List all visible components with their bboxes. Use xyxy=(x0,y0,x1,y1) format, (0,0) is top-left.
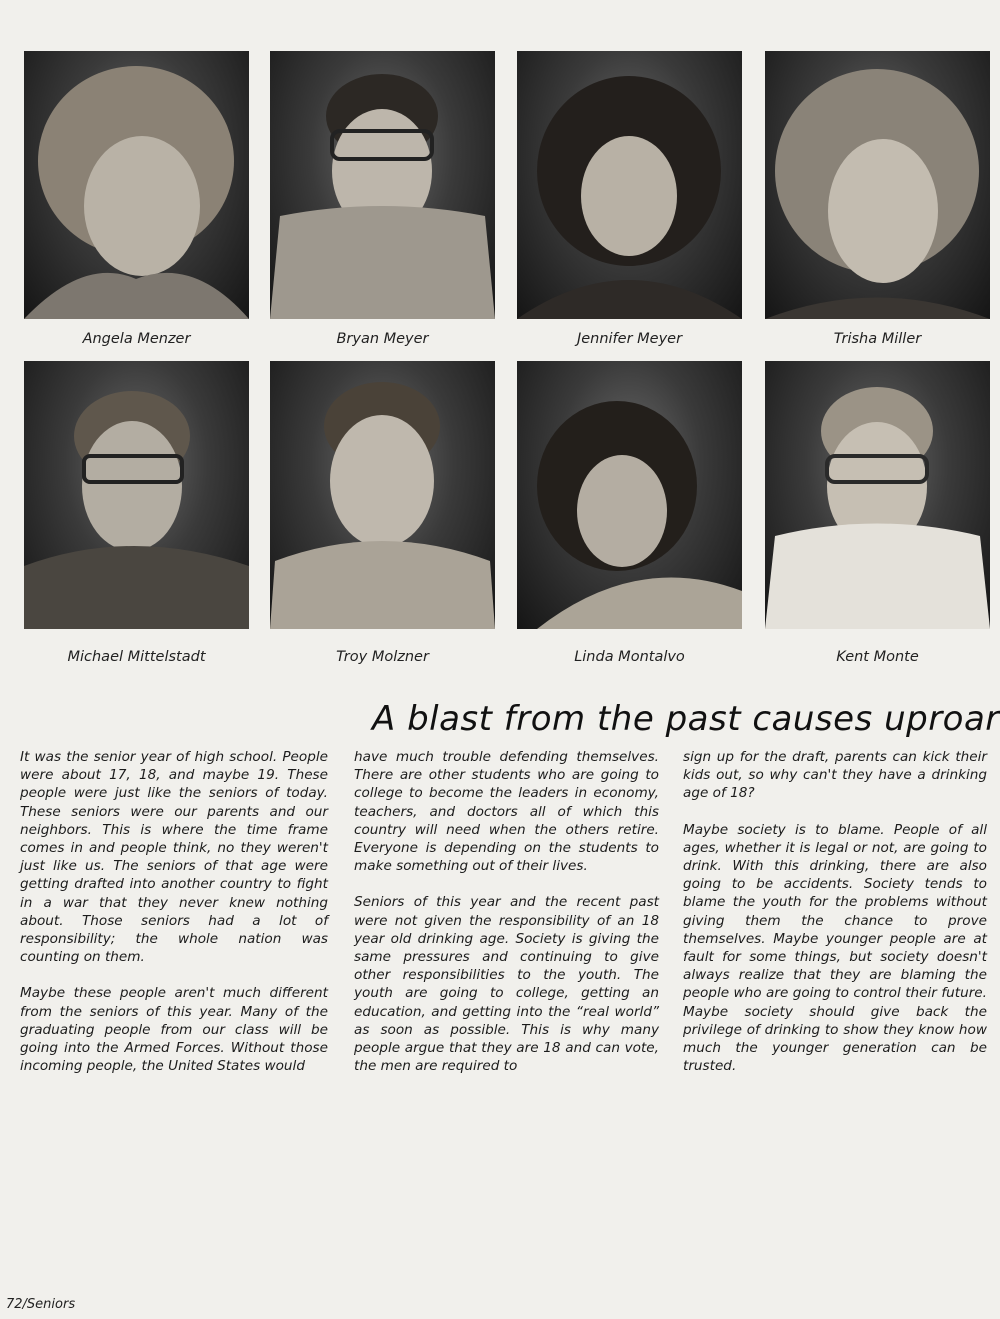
article-column-2 xyxy=(354,748,659,1093)
article-column-3 xyxy=(683,748,987,1093)
article-paragraph: It was the senior year of high school. People were about 17, 18, and maybe 19. These people were just like the seniors of today. These seniors were our parents and our neighbors. This is where the time frame comes in and people think, no they weren't just like us. The seniors of that age were getting drafted into another country to fight in a war that they never knew nothing about. Those seniors had a lot of responsibility; the whole nation was counting on them. xyxy=(20,749,328,966)
page-folio: 72/Seniors xyxy=(6,1297,76,1312)
article-paragraph: have much trouble defending themselves. There are other students who are going to college to become the leaders in economy, teachers, and doctors all of which this country will need when the others retire. Everyone is depending on the students to make something out of their lives. xyxy=(354,749,659,875)
article-paragraph: Maybe these people aren't much different from the seniors of this year. Many of the graduating people from our class will be going into the Armed Forces. Without those incoming people, the United States would xyxy=(20,985,328,1075)
portrait-photo-trisha-miller xyxy=(765,51,990,319)
portrait-caption: Linda Montalvo xyxy=(574,649,685,665)
portrait-caption: Troy Molzner xyxy=(336,649,429,665)
portrait-photo-bryan-meyer xyxy=(270,51,495,319)
portrait-caption: Michael Mittelstadt xyxy=(67,649,206,665)
portrait-caption: Angela Menzer xyxy=(82,331,191,347)
portrait-photo-troy-molzner xyxy=(270,361,495,629)
portrait-photo-linda-montalvo xyxy=(517,361,742,629)
portrait-caption: Trisha Miller xyxy=(833,331,922,347)
article-paragraph: sign up for the draft, parents can kick their kids out, so why can't they have a drinking age of 18? xyxy=(683,749,987,802)
article-column-1 xyxy=(20,748,328,1093)
portrait-photo-michael-mittelstadt xyxy=(24,361,249,629)
portrait-caption: Jennifer Meyer xyxy=(576,331,683,347)
portrait-photo-angela-menzer xyxy=(24,51,249,319)
portrait-photo-jennifer-meyer xyxy=(517,51,742,319)
article-paragraph: Maybe society is to blame. People of all ages, whether it is legal or not, are going to drink. With this drinking, there are also going to be accidents. Society tends to blame the youth for the problems without giving them the chance to prove themselves. Maybe younger people are at fault for some things, but society doesn't always realize that they are blaming the people who are going to control their future. Maybe society should give back the privilege of drinking to show they know how much the younger generation can be trusted. xyxy=(683,821,987,1075)
portrait-photo-kent-monte xyxy=(765,361,990,629)
portrait-caption: Bryan Meyer xyxy=(336,331,429,347)
article-headline: A blast from the past causes uproar xyxy=(372,699,1000,739)
portrait-caption: Kent Monte xyxy=(836,649,919,665)
article-paragraph: Seniors of this year and the recent past were not given the responsibility of an 18 year old drinking age. Society is giving the same pressures and continuing to give other responsibilities to the youth. The youth are going to college, getting an education, and getting into the “real world” as soon as possible. This is why many people argue that they are 18 and can vote, the men are required to xyxy=(354,894,659,1075)
